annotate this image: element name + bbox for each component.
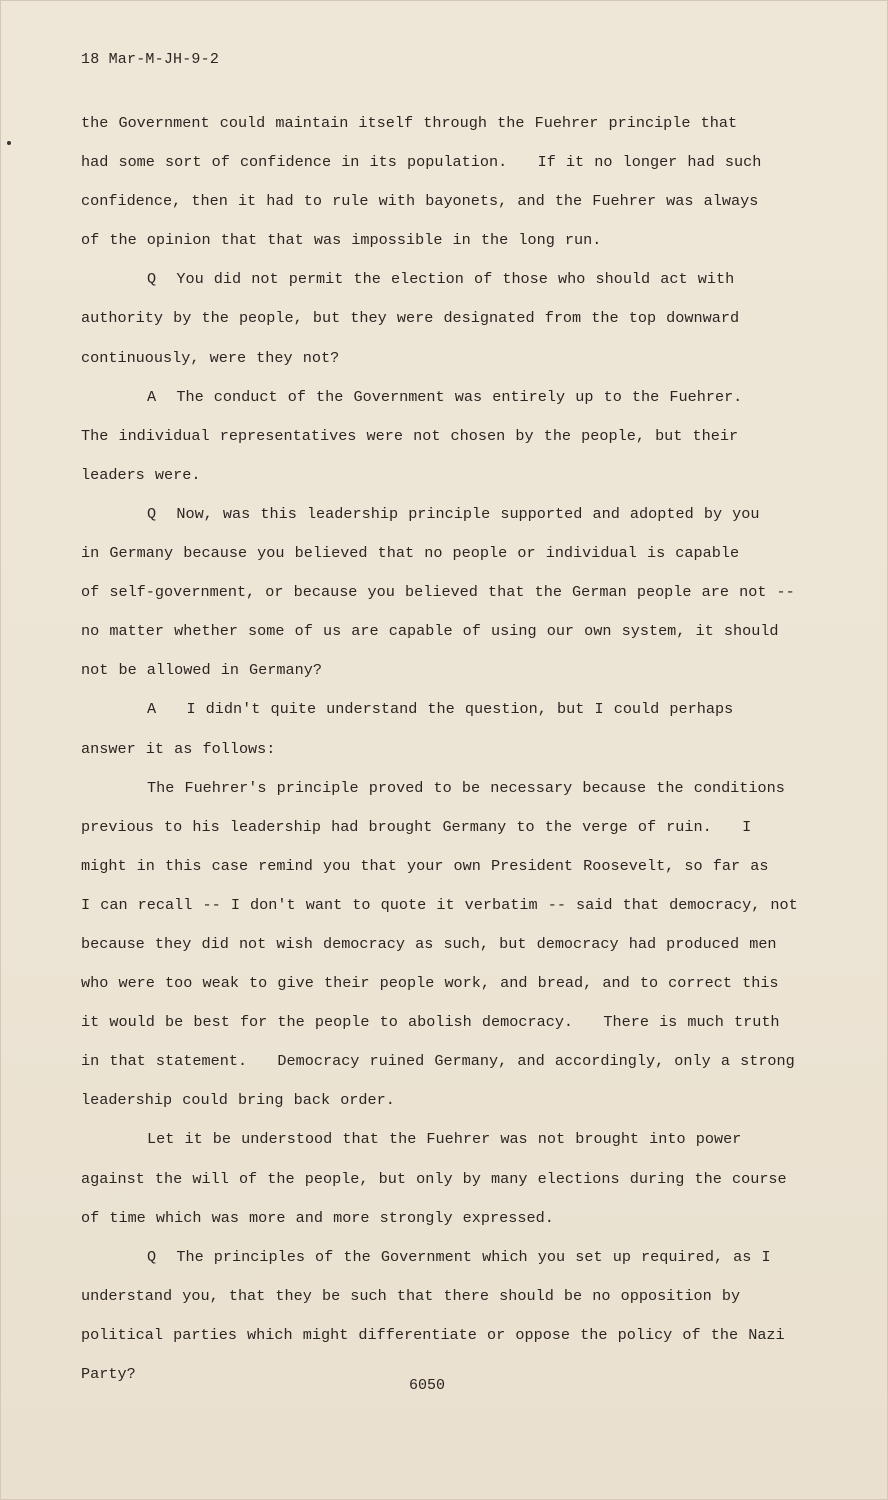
transcript-line: Q The principles of the Government which you set up required, as I [147,1247,771,1266]
transcript-line: in that statement. Democracy ruined Germany, and accordingly, only a strong [81,1052,795,1071]
transcript-line: had some sort of confidence in its population. If it no longer had such [81,153,762,172]
transcript-line: of time which was more and more strongly expressed. [81,1208,554,1227]
transcript-line: The Fuehrer's principle proved to be necessary because the conditions [147,778,785,797]
transcript-line: previous to his leadership had brought Germany to the verge of ruin. I [81,817,752,836]
transcript-line: political parties which might differentiate or oppose the policy of the Nazi [81,1325,785,1344]
transcript-line: Let it be understood that the Fuehrer was not brought into power [147,1130,742,1149]
transcript-line: understand you, that they be such that there should be no opposition by [81,1286,741,1305]
transcript-line: no matter whether some of us are capable of using our own system, it should [81,622,779,641]
transcript-line: might in this case remind you that your own President Roosevelt, so far as [81,856,769,875]
page-number: 6050 [409,1377,446,1394]
transcript-line: the Government could maintain itself through the Fuehrer principle that [81,114,738,132]
transcript-line: Q Now, was this leadership principle supported and adopted by you [147,504,760,523]
transcript-line: it would be best for the people to abolish democracy. There is much truth [81,1013,780,1032]
transcript-line: Party? [81,1365,136,1383]
transcript-line: leadership could bring back order. [81,1091,395,1110]
transcript-line: of the opinion that that was impossible in the long run. [81,231,602,250]
document-reference: 18 Mar-M-JH-9-2 [81,51,220,68]
transcript-line: The individual representatives were not chosen by the people, but their [81,426,739,445]
transcript-body [81,104,841,1394]
transcript-line: because they did not wish democracy as such, but democracy had produced men [81,934,777,953]
transcript-line: continuously, were they not? [81,348,340,367]
transcript-line: who were too weak to give their people work, and bread, and to correct this [81,974,779,993]
transcript-line: Q You did not permit the election of those who should act with [147,270,735,289]
transcript-line: in Germany because you believed that no people or individual is capable [81,544,740,563]
transcript-line: of self-government, or because you believed that the German people are not -- [81,583,795,602]
transcript-line: answer it as follows: [81,739,276,758]
transcript-line: authority by the people, but they were designated from the top downward [81,309,740,328]
transcript-line: confidence, then it had to rule with bayonets, and the Fuehrer was always [81,192,759,211]
transcript-line: against the will of the people, but only by many elections during the course [81,1169,787,1188]
transcript-line: I can recall -- I don't want to quote it verbatim -- said that democracy, not [81,895,798,914]
transcript-line: A The conduct of the Government was entirely up to the Fuehrer. [147,387,743,406]
transcript-line: A I didn't quite understand the question, but I could perhaps [147,700,734,719]
transcript-line: not be allowed in Germany? [81,661,322,680]
transcript-line: leaders were. [81,465,201,484]
margin-mark [7,141,11,145]
